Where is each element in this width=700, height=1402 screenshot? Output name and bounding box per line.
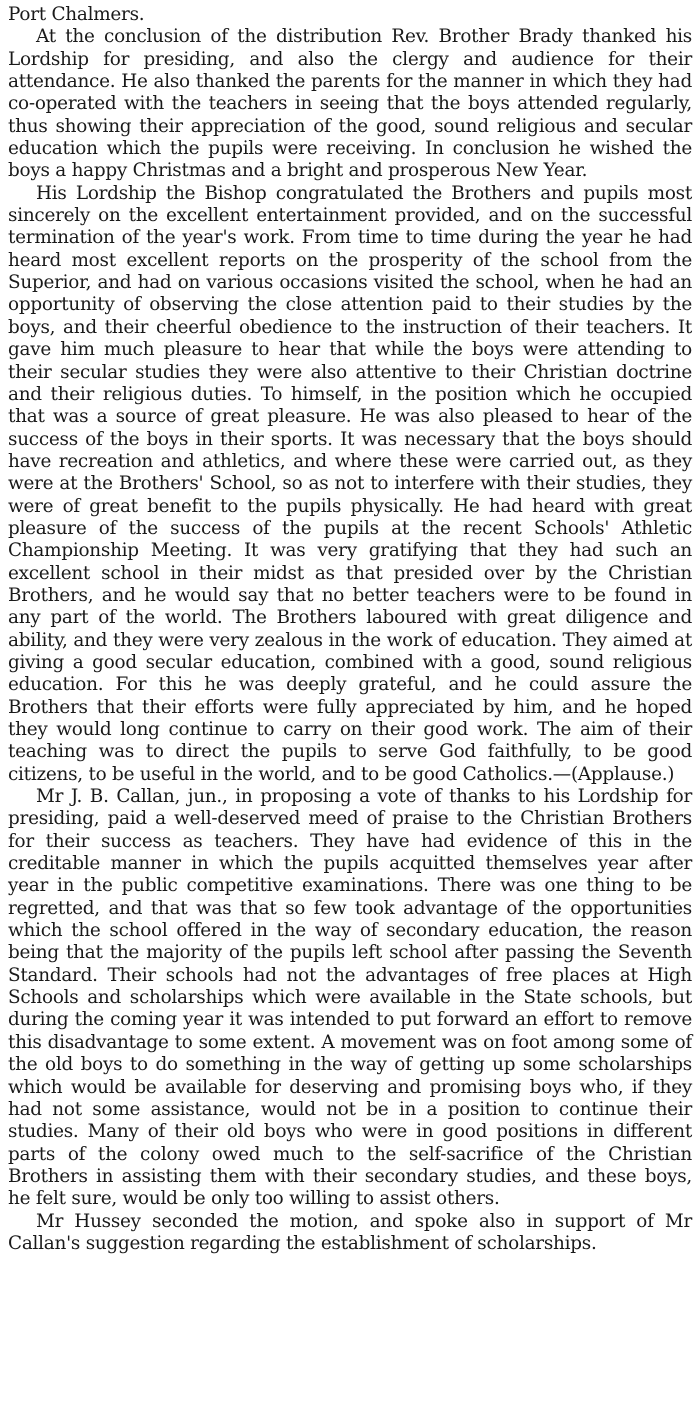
paragraph-bishop-address: His Lordship the Bishop congratulated the Brothers and pupils most sincerely on the excellent entertainment provided, and on the successful termination of the year's work. From time to time during the year he had heard most excellent reports on the prosperity of the school from the Superior, and had on various occasions visited the school, when he had an opportunity of observing the close attention paid to their studies by the boys, and their cheerful obedience to the instruction of their teachers. It gave him much pleasure to hear that while the boys were attending to their secular studies they were also attentive to their Christian doctrine and their religious duties. To himself, in the position which he occupied that was a source of great pleasure. He was also pleased to hear of the success of the boys in their sports. It was necessary that the boys should have recreation and athletics, and where these were carried out, as they were at the Brothers' School, so as not to interfere with their studies, they were of great benefit to the pupils physically. He had heard with great pleasure of the success of the pupils at the recent Schools' Athletic Championship Meeting. It was very gratifying that they had such an excellent school in their midst as that presided over by the Christian Brothers, and he would say that no better teachers were to be found in any part of the world. The Brothers laboured with great diligence and ability, and they were very zealous in the work of education. They aimed at giving a good secular education, combined with a good, sound religious education. For this he was deeply grateful, and he could assure the Brothers that their efforts were fully appreciated by him, and he hoped they would long continue to carry on their good work. The aim of their teaching was to direct the pupils to serve God faithfully, to be good citizens, to be useful in the world, and to be good Catholics.—(Applause.) [8, 182, 692, 785]
paragraph-hussey-seconded: Mr Hussey seconded the motion, and spoke also in support of Mr Callan's suggestion regarding the establishment of scholarships. [8, 1210, 692, 1254]
paragraph-dateline: Port Chalmers. [8, 4, 145, 25]
paragraph-callan-vote-of-thanks: Mr J. B. Callan, jun., in proposing a vote of thanks to his Lordship for presiding, paid a well-deserved meed of praise to the Christian Brothers for their success as teachers. They have had evidence of this in the creditable manner in which the pupils acquitted themselves year after year in the public competitive examinations. There was one thing to be regretted, and that was that so few took advantage of the opportunities which the school offered in the way of secondary education, the reason being that the majority of the pupils left school after passing the Seventh Standard. Their schools had not the advantages of free places at High Schools and scholarships which were available in the State schools, but during the coming year it was intended to put forward an effort to remove this disadvantage to some extent. A movement was on foot among some of the old boys to do something in the way of getting up some scholarships which would be available for deserving and promising boys who, if they had not some assistance, would not be in a position to continue their studies. Many of their old boys who were in good positions in different parts of the colony owed much to the self-sacrifice of the Christian Brothers in assisting them with their secondary studies, and these boys, he felt sure, would be only too willing to assist others. [8, 786, 692, 1210]
paragraph-brother-brady-thanks: At the conclusion of the distribution Rev. Brother Brady thanked his Lordship for presiding, and also the clergy and audience for their attendance. He also thanked the parents for the manner in which they had co-operated with the teachers in seeing that the boys attended regularly, thus showing their appreciation of the good, sound religious and secular education which the pupils were receiving. In conclusion he wished the boys a happy Christmas and a bright and prosperous New Year. [8, 26, 692, 182]
